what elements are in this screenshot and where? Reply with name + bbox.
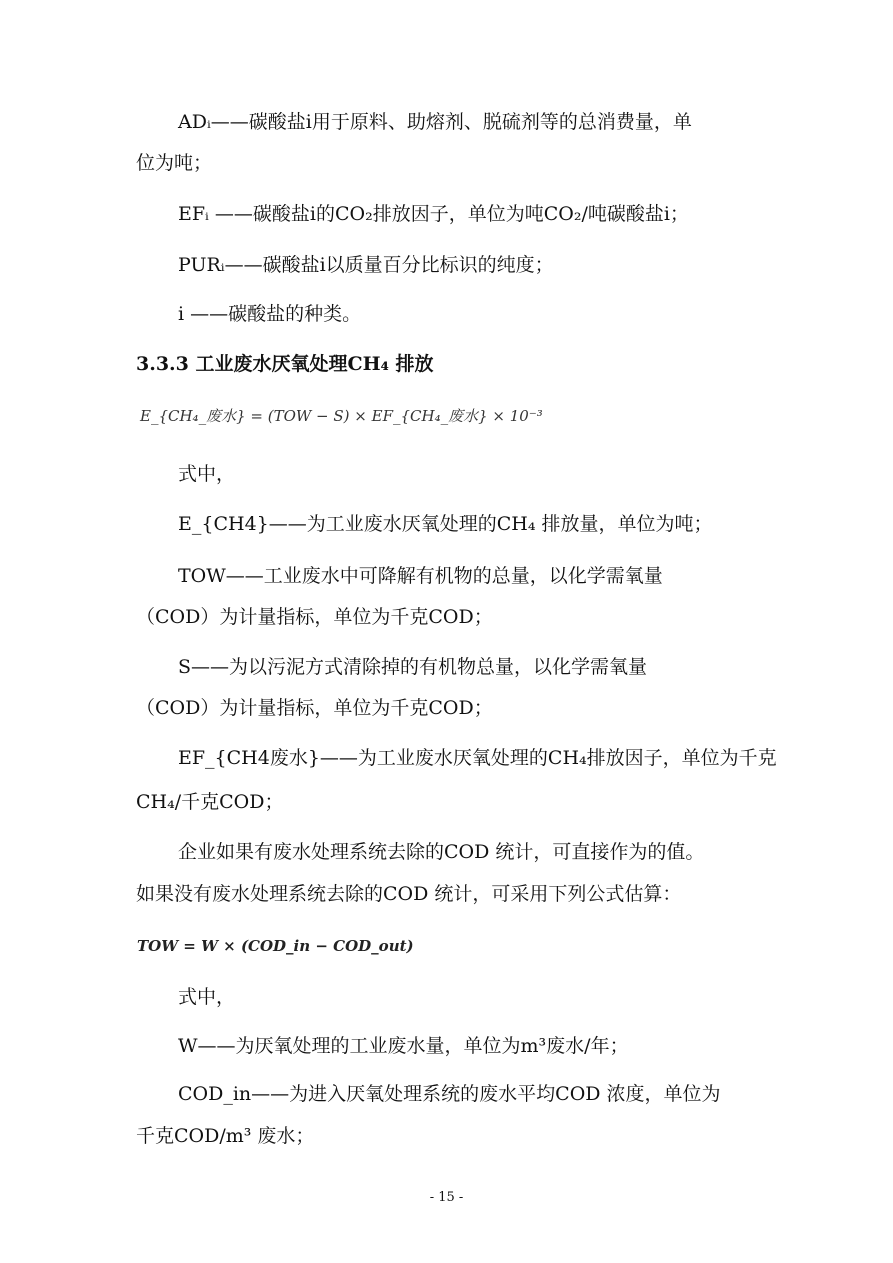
paragraph-s-line2: （COD）为计量指标，单位为千克COD； bbox=[136, 697, 493, 719]
paragraph-i: i ——碳酸盐的种类。 bbox=[178, 303, 362, 325]
paragraph-s-line1: S——为以污泥方式清除掉的有机物总量，以化学需氧量 bbox=[178, 656, 648, 678]
where-label-2: 式中， bbox=[178, 986, 236, 1008]
paragraph-efch4-line2: CH₄/千克COD； bbox=[136, 791, 284, 813]
paragraph-ad-line1: ADᵢ——碳酸盐i用于原料、助熔剂、脱硫剂等的总消费量，单 bbox=[178, 111, 692, 133]
paragraph-enterprise-line2: 如果没有废水处理系统去除的COD 统计，可采用下列公式估算： bbox=[136, 883, 682, 905]
paragraph-w: W——为厌氧处理的工业废水量，单位为m³废水/年； bbox=[178, 1035, 629, 1057]
paragraph-tow-line2: （COD）为计量指标，单位为千克COD； bbox=[136, 606, 493, 628]
formula-ech4: E_{CH₄_废水} = (TOW − S) × EF_{CH₄_废水} × 10⁻³ bbox=[140, 407, 543, 425]
paragraph-codin-line2: 千克COD/m³ 废水； bbox=[136, 1125, 315, 1147]
paragraph-enterprise-line1: 企业如果有废水处理系统去除的COD 统计，可直接作为的值。 bbox=[178, 841, 705, 863]
paragraph-ad-line2: 位为吨； bbox=[136, 152, 213, 174]
paragraph-ef: EFᵢ ——碳酸盐i的CO₂排放因子，单位为吨CO₂/吨碳酸盐i； bbox=[178, 203, 689, 225]
paragraph-tow-line1: TOW——工业废水中可降解有机物的总量，以化学需氧量 bbox=[178, 565, 663, 587]
paragraph-ech4: E_{CH4}——为工业废水厌氧处理的CH₄ 排放量，单位为吨； bbox=[178, 513, 713, 535]
section-heading: 3.3.3 工业废水厌氧处理CH₄ 排放 bbox=[136, 353, 434, 375]
page-number: - 15 - bbox=[429, 1190, 464, 1205]
paragraph-codin-line1: COD_in——为进入厌氧处理系统的废水平均COD 浓度，单位为 bbox=[178, 1083, 721, 1105]
formula-tow: TOW = W × (COD_in − COD_out) bbox=[137, 937, 414, 955]
where-label-1: 式中， bbox=[178, 463, 236, 485]
paragraph-efch4-line1: EF_{CH4废水}——为工业废水厌氧处理的CH₄排放因子，单位为千克 bbox=[178, 747, 777, 769]
paragraph-pur: PURᵢ——碳酸盐i以质量百分比标识的纯度； bbox=[178, 254, 554, 276]
